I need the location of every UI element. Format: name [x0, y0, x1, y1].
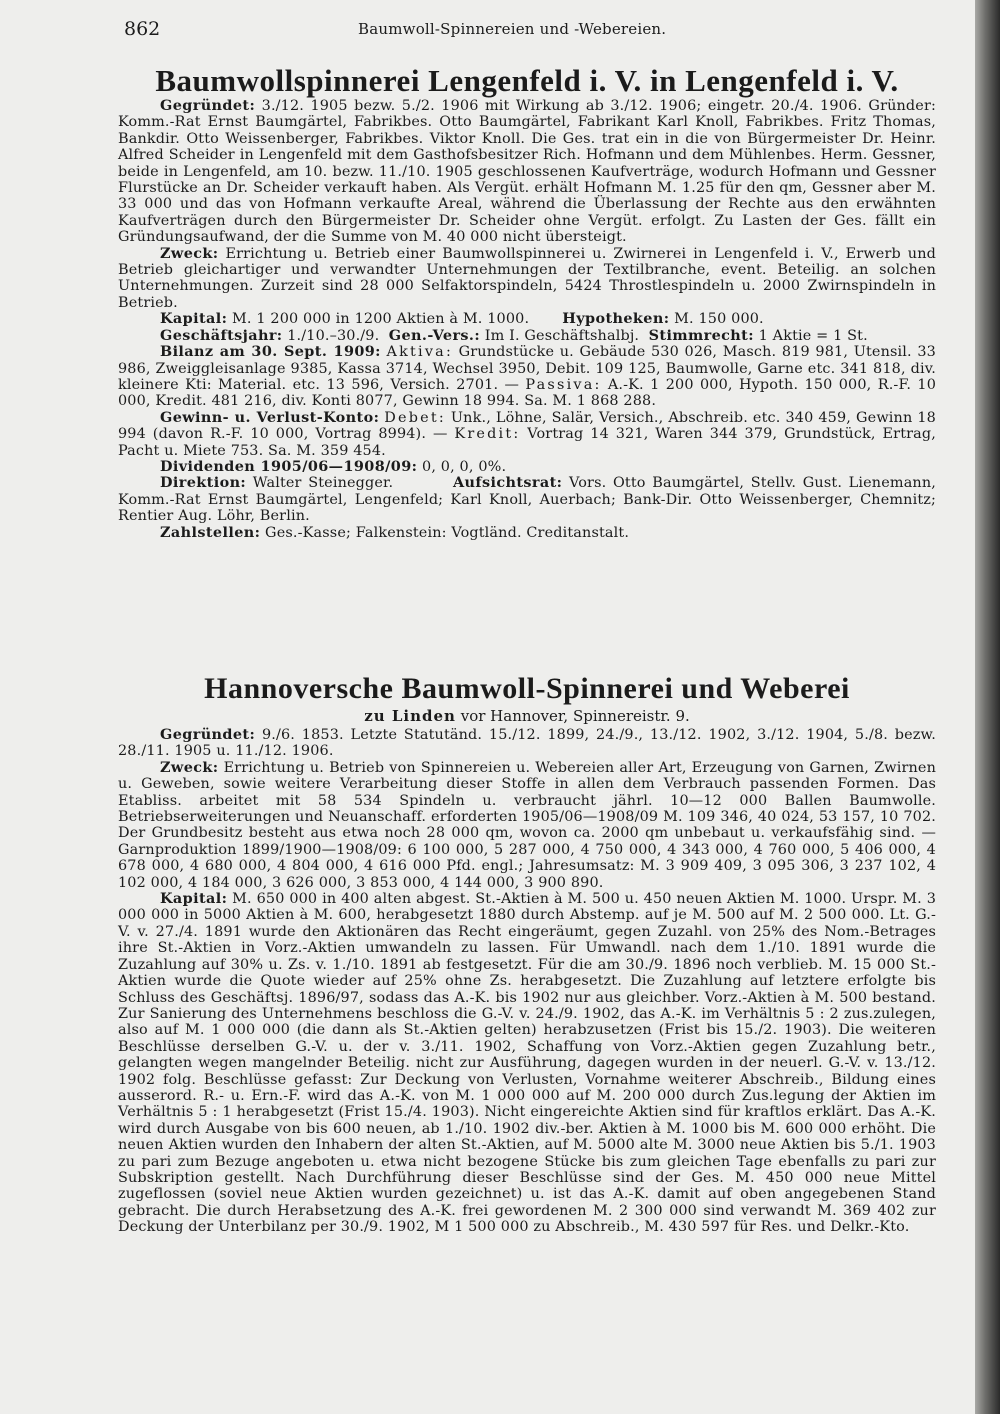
- running-head: [124, 18, 924, 42]
- dividenden-paragraph: [118, 459, 936, 475]
- section-hannoversche: [118, 672, 936, 1236]
- stimmrecht-text: 1 Aktie = 1 St.: [753, 327, 868, 344]
- guv-text-debet: Unk., Löhne, Salär, Versich., Abschreib. etc. 340 459, Gewinn 18 994 (davon R.-F. 10 000, Vortrag 8994). —: [118, 409, 936, 443]
- bilanz-paragraph: [118, 344, 936, 410]
- hypotheken-label: Hypotheken:: [562, 310, 670, 328]
- kredit-word: Kredit:: [454, 426, 521, 443]
- gegruendet-text: 9./6. 1853. Letzte Statutänd. 15./12. 1899, 24./9., 13./12. 1902, 3./12. 1904, 5./8. bezw. 28./11. 1905 u. 11./12. 1906.: [118, 727, 936, 760]
- zweck-label: Zweck:: [160, 244, 219, 262]
- bilanz-label: Bilanz am 30. Sept. 1909:: [160, 343, 381, 361]
- dividenden-label: Dividenden 1905/06—1908/09:: [160, 457, 418, 475]
- zweck-paragraph: [118, 246, 936, 312]
- zweck-text: Errichtung u. Betrieb von Spinnereien u. Webereien aller Art, Erzeugung von Garnen, Zwirnen u. Geweben, sowie weitere Verarbeitung dieser Stoffe in allen dem Verbrauch passenden Formen. Das Etabliss. arbeitet mit 58 534 Spindeln u. verbraucht jährl. 10—12 000 Ballen Baumwolle. Betriebserweiterungen und Neuanschaff. erforderten 1905/06—1908/09 M. 109 346, 40 024, 53 157, 10 702. Der Grundbesitz besteht aus etwa noch 28 000 qm, wovon ca. 2000 qm unbebaut u. verkaufsfähig sind. — Garnproduktion 1899/1900—1908/09: 6 100 000, 5 287 000, 4 750 000, 4 343 000, 4 760 000, 5 406 000, 4 678 000, 4 680 000, 4 804 000, 4 616 000 Pfd. engl.; Jahresumsatz: M. 3 909 409, 3 095 306, 3 237 102, 4 102 000, 4 184 000, 3 626 000, 3 853 000, 4 144 000, 3 900 890.: [118, 759, 936, 891]
- dividenden-text: 0, 0, 0, 0%.: [417, 458, 507, 475]
- page-number: 862: [124, 18, 161, 40]
- direktion-text: Walter Steinegger.: [246, 475, 394, 492]
- kapital-label: Kapital:: [160, 890, 228, 908]
- direktion-paragraph: [118, 475, 936, 524]
- bilanz-text-aktiva: Grundstücke u. Gebäude 530 026, Masch. 819 981, Utensil. 33 986, Zweiggleisanlage 9385, Kassa 3714, Wechsel 3950, Debit. 109 125, Baumwolle, Garne etc. 341 818, div. kleinere Kti: Material. etc. 13 596, Versich. 2701. —: [118, 344, 936, 393]
- subtitle-location-bold: zu Linden: [364, 707, 456, 725]
- guv-paragraph: [118, 410, 936, 459]
- gegruendet-paragraph: [118, 727, 936, 760]
- aktiva-word: Aktiva:: [386, 344, 453, 361]
- zahlstellen-paragraph: [118, 525, 936, 541]
- section-subtitle: [118, 708, 936, 725]
- hypotheken-text: M. 150 000.: [669, 311, 764, 328]
- genvers-label: Gen.-Vers.:: [388, 326, 481, 344]
- zweck-text: Errichtung u. Betrieb einer Baumwollspinnerei u. Zwirnerei in Lengenfeld i. V., Erwerb und Betrieb gleichartiger und verwandter Unternehmungen der Textilbranche, event. Beteilig. an solchen Unternehmungen. Zurzeit sind 28 000 Selfaktorspindeln, 5424 Throstlespindeln u. 2000 Zwirnspindeln in Betrieb.: [118, 245, 936, 311]
- gegruendet-paragraph: [118, 98, 936, 246]
- passiva-word: Passiva:: [525, 376, 602, 393]
- kapital-paragraph: [118, 311, 936, 327]
- debet-word: Debet:: [384, 409, 446, 426]
- gegruendet-label: Gegründet:: [160, 726, 256, 743]
- guv-label: Gewinn- u. Verlust-Konto:: [160, 408, 380, 426]
- zweck-paragraph: [118, 760, 936, 891]
- direktion-label: Direktion:: [160, 474, 247, 492]
- aufsichtsrat-text: Vors. Otto Baumgärtel, Stellv. Gust. Lienemann, Komm.-Rat Ernst Baumgärtel, Lengenfeld; Karl Knoll, Auerbach; Bank-Dir. Otto Weissenberger, Chemnitz; Rentier Aug. Löhr, Berlin.: [118, 475, 936, 525]
- aufsichtsrat-label: Aufsichtsrat:: [452, 474, 563, 492]
- section-title: Baumwollspinnerei Lengenfeld i. V. in Lengenfeld i. V.: [155, 63, 899, 98]
- stimmrecht-label: Stimmrecht:: [648, 326, 754, 344]
- gj-label: Geschäftsjahr:: [160, 326, 283, 344]
- kapital-paragraph: [118, 891, 936, 1236]
- gegruendet-label: Gegründet:: [160, 97, 256, 114]
- kapital-text: M. 650 000 in 400 alten abgest. St.-Aktien à M. 500 u. 450 neuen Aktien M. 1000. Urspr. M. 3 000 000 in 5000 Aktien à M. 600, herabgesetzt 1880 durch Abstemp. auf je M. 500 auf M. 2 500 000. Lt. G.-V. v. 27./4. 1891 wurde den Aktionären das Recht eingeräumt, gegen Zuzahl. von 25% des Nom.-Betrages ihre St.-Aktien in Vorz.-Aktien umwandeln zu lassen. Für Umwandl. nach dem 1./10. 1891 wurde die Zuzahlung auf 30% u. Zs. v. 1./10. 1891 ab festgesetzt. Für die am 30./9. 1896 noch verblieb. M. 15 000 St.-Aktien wurde die Quote wieder auf 25% ohne Zs. herabgesetzt. Die Zuzahlung auf letztere erfolgte bis Schluss des Geschäftsj. 1896/97, sodass das A.-K. bis 1902 nur aus gleichber. Vorz.-Aktien à M. 500 bestand. Zur Sanierung des Unternehmens beschloss die G.-V. v. 24./9. 1902, das A.-K. im Verhältnis 5 : 2 zus.zulegen, also auf M. 1 000 000 (die dann als St.-Aktien gelten) herabzusetzen (Frist bis 15./2. 1903). Die weiteren Beschlüsse derselben G.-V. u. der v. 3./11. 1902, Schaffung von Vorz.-Aktien gegen Zuzahlung betr., gelangten wegen mangelnder Beteilig. nicht zur Ausführung, dagegen wurden in der neuerl. G.-V. v. 13./12. 1902 folg. Beschlüsse gefasst: Zur Deckung von Verlusten, Vornahme weiterer Abschreib., Bildung eines ausserord. R.- u. Ern.-F. wird das A.-K. von M. 1 000 000 auf M. 200 000 durch Zus.legung der Aktien im Verhältnis 5 : 1 herabgesetzt (Frist 15./4. 1903). Nicht eingereichte Aktien sind für kraftlos erklärt. Das A.-K. wird durch Ausgabe von bis 600 neuen, ab 1./10. 1902 div.-ber. Aktien à M. 1000 bis M. 600 000 erhöht. Die neuen Aktien wurden den Inhabern der alten St.-Aktien, auf M. 5000 alte M. 3000 neue Aktien bis 5./1. 1903 zu pari zum Bezuge angeboten u. etwa nicht bezogene Stücke bis zum gleichen Tage ebenfalls zu pari zur Subskription gestellt. Nach Durchführung dieser Beschlüsse sind der Ges. M. 450 000 neue Mittel zugeflossen (soviel neue Aktien wurden gezeichnet) u. ist das A.-K. damit auf oben angegebenen Stand gebracht. Die durch Herabsetzung des A.-K. frei gewordenen M. 2 300 000 sind verwandt M. 369 402 zur Deckung der Unterbilanz per 30./9. 1902, M 1 500 000 zu Abschreib., M. 430 597 für Res. und Delkr.-Kto.: [118, 891, 936, 1236]
- gj-text: 1./10.–30./9.: [282, 327, 380, 344]
- kapital-text: M. 1 200 000 in 1200 Aktien à M. 1000.: [227, 311, 530, 328]
- section-lengenfeld: [118, 64, 936, 541]
- zweck-label: Zweck:: [160, 758, 219, 776]
- guv-text-kredit: Vortrag 14 321, Waren 344 379, Grundstück, Ertrag, Pacht u. Miete 753. Sa. M. 359 454.: [118, 426, 936, 459]
- section-title: Hannoversche Baumwoll-Spinnerei und Weberei: [204, 672, 850, 705]
- scan-edge-shadow: [975, 0, 1000, 1414]
- zahlstellen-label: Zahlstellen:: [160, 523, 261, 541]
- running-title: Baumwoll-Spinnereien und -Webereien.: [358, 20, 667, 38]
- bilanz-text-passiva: A.-K. 1 200 000, Hypoth. 150 000, R.-F. 10 000, Kredit. 481 216, div. Konti 8077, Gewinn 18 994. Sa. M. 1 868 288.: [118, 376, 936, 410]
- genvers-text: Im I. Geschäftshalbj.: [480, 327, 640, 344]
- geschaeftsjahr-paragraph: [118, 328, 936, 344]
- kapital-label: Kapital:: [160, 310, 228, 328]
- gegruendet-text: 3./12. 1905 bezw. 5./2. 1906 mit Wirkung ab 3./12. 1906; eingetr. 20./4. 1906. Gründer: Komm.-Rat Ernst Baumgärtel, Fabrikbes. Otto Baumgärtel, Fabrikant Karl Knoll, Fabrikbes. Fritz Thomas, Bankdir. Otto Weissenberger, Fabrikbes. Viktor Knoll. Die Ges. trat ein in die von Bürgermeister Dr. Heinr. Alfred Scheider in Lengenfeld mit dem Gasthofsbesitzer Rich. Hofmann und dem Mühlenbes. Herm. Gessner, beide in Lengenfeld, am 10. bezw. 11./10. 1905 geschlossenen Kaufverträge, wodurch Hofmann und Gessner Flurstücke an Dr. Scheider verkauft haben. Als Vergüt. erhält Hofmann M. 1.25 für den qm, Gessner aber M. 33 000 und das von Hofmann verkaufte Areal, während die Überlassung der Rechte aus den erwähnten Kaufverträgen durch den Bürgermeister Dr. Scheider ohne Vergüt. erfolgt. Zu Lasten der Ges. fällt ein Gründungsaufwand, der die Summe von M. 40 000 nicht übersteigt.: [118, 98, 936, 246]
- subtitle-location-rest: vor Hannover, Spinnereistr. 9.: [455, 707, 690, 725]
- zahlstellen-text: Ges.-Kasse; Falkenstein: Vogtländ. Creditanstalt.: [260, 524, 630, 541]
